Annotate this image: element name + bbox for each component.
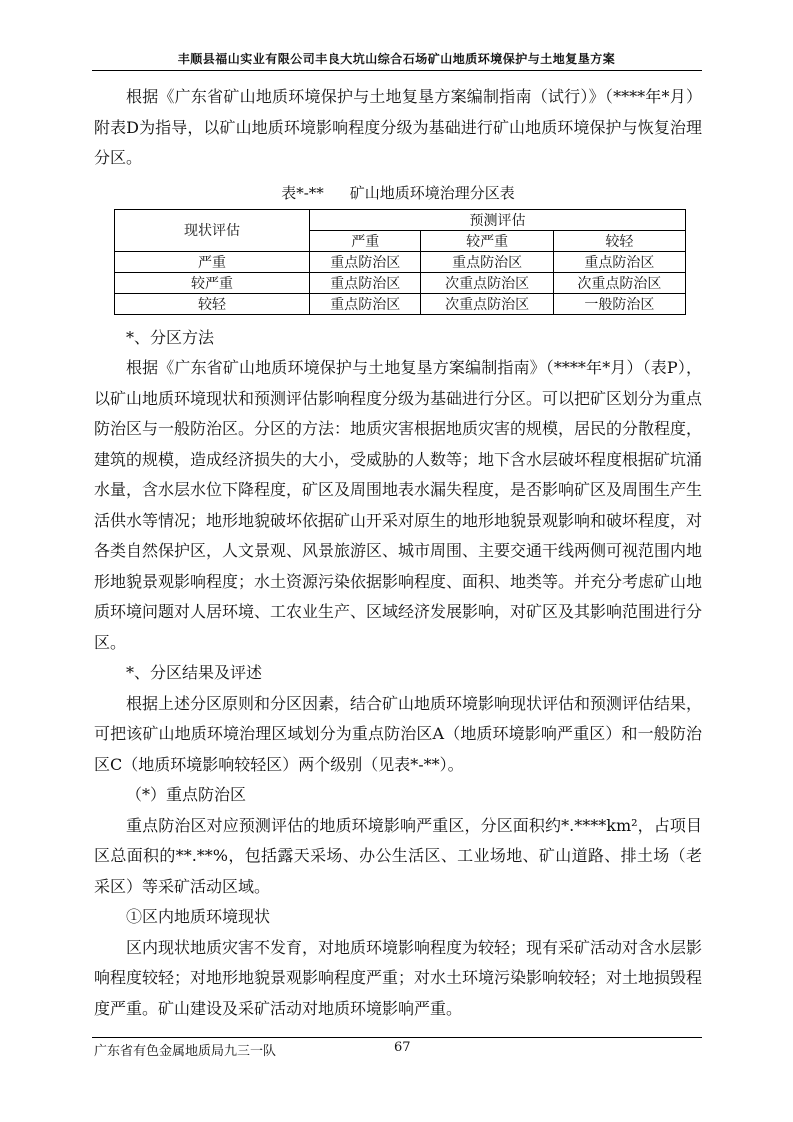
document-header-title: 丰顺县福山实业有限公司丰良大坑山综合石场矿山地质环境保护与土地复垦方案 (177, 52, 616, 66)
intro-paragraph: 根据《广东省矿山地质环境保护与土地复垦方案编制指南（试行）》（****年*月）附表D为指导，以矿山地质环境影响程度分级为基础进行矿山地质环境保护与恢复治理分区。 (94, 87, 702, 167)
table-caption (94, 182, 702, 203)
subsection-heading-key-zone: （*）重点防治区 (126, 785, 247, 804)
footer-organization: 广东省有色金属地质局九三一队 (94, 1044, 277, 1059)
col-header-cell: 严重 (310, 230, 421, 251)
zoning-table (114, 209, 686, 315)
table-cell: 一般防治区 (553, 293, 685, 314)
col-header-cell: 较严重 (421, 230, 553, 251)
key-zone-paragraph: 重点防治区对应预测评估的地质环境影响严重区，分区面积约*.****km²，占项目区总面积的**.**%，包括露天采场、办公生活区、工业场地、矿山道路、排土场（老采区）等采矿活动区域。 (94, 815, 702, 896)
page-content (94, 82, 702, 1024)
table-cell: 重点防治区 (310, 251, 421, 272)
table-header-row (115, 209, 686, 230)
subsection-heading-environment: ①区内地质环境现状 (126, 907, 271, 926)
row-header-cell: 现状评估 (115, 209, 310, 251)
table-cell: 重点防治区 (310, 293, 421, 314)
table-cell: 重点防治区 (553, 251, 685, 272)
section-heading-result: *、分区结果及评述 (126, 663, 263, 682)
table-cell: 次重点防治区 (421, 272, 553, 293)
table-cell: 重点防治区 (310, 272, 421, 293)
row-label-cell: 较轻 (115, 293, 310, 314)
header-divider (92, 70, 702, 71)
footer-divider (92, 1037, 702, 1038)
table-row (115, 293, 686, 314)
table-cell: 重点防治区 (421, 251, 553, 272)
table-caption-number: 表*-** (281, 183, 324, 202)
table-caption-title: 矿山地质环境治理分区表 (349, 183, 515, 202)
method-paragraph: 根据《广东省矿山地质环境保护与土地复垦方案编制指南》（****年*月）（表P），以矿山地质环境现状和预测评估影响程度分级为基础进行分区。可以把矿区划分为重点防治区与一般防治区。分区的方法：地质灾害根据地质灾害的规模，居民的分散程度，建筑的规模，造成经济损失的大小，受威胁的人数等；地下含水层破坏程度根据矿坑涌水量，含水层水位下降程度，矿区及周围地表水漏失程度，是否影响矿区及周围生产生活供水等情况；地形地貌破坏依据矿山开采对原生的地形地貌景观影响和破坏程度，对各类自然保护区，人文景观、风景旅游区、城市周围、主要交通干线两侧可视范围内地形地貌景观影响程度；水土资源污染依据影响程度、面积、地类等。并充分考虑矿山地质环境问题对人居环境、工农业生产、区域经济发展影响，对矿区及其影响范围进行分区。 (94, 358, 703, 652)
section-heading-method: *、分区方法 (126, 327, 215, 347)
page-number: 67 (394, 1040, 411, 1055)
col-group-header-cell: 预测评估 (310, 209, 686, 230)
result-paragraph: 根据上述分区原则和分区因素，结合矿山地质环境影响现状评估和预测评估结果，可把该矿山地质环境治理区域划分为重点防治区A（地质环境影响严重区）和一般防治区C（地质环境影响较轻区）两个级别（见表*-**）。 (94, 693, 703, 774)
row-label-cell: 严重 (115, 251, 310, 272)
environment-paragraph: 区内现状地质灾害不发育，对地质环境影响程度为较轻；现有采矿活动对含水层影响程度较轻；对地形地貌景观影响程度严重；对水土环境污染影响较轻；对土地损毁程度严重。矿山建设及采矿活动对地质环境影响严重。 (94, 937, 703, 1018)
table-cell: 次重点防治区 (553, 272, 685, 293)
table-row (115, 251, 686, 272)
row-label-cell: 较严重 (115, 272, 310, 293)
table-cell: 次重点防治区 (421, 293, 553, 314)
col-header-cell: 较轻 (553, 230, 685, 251)
table-row (115, 272, 686, 293)
